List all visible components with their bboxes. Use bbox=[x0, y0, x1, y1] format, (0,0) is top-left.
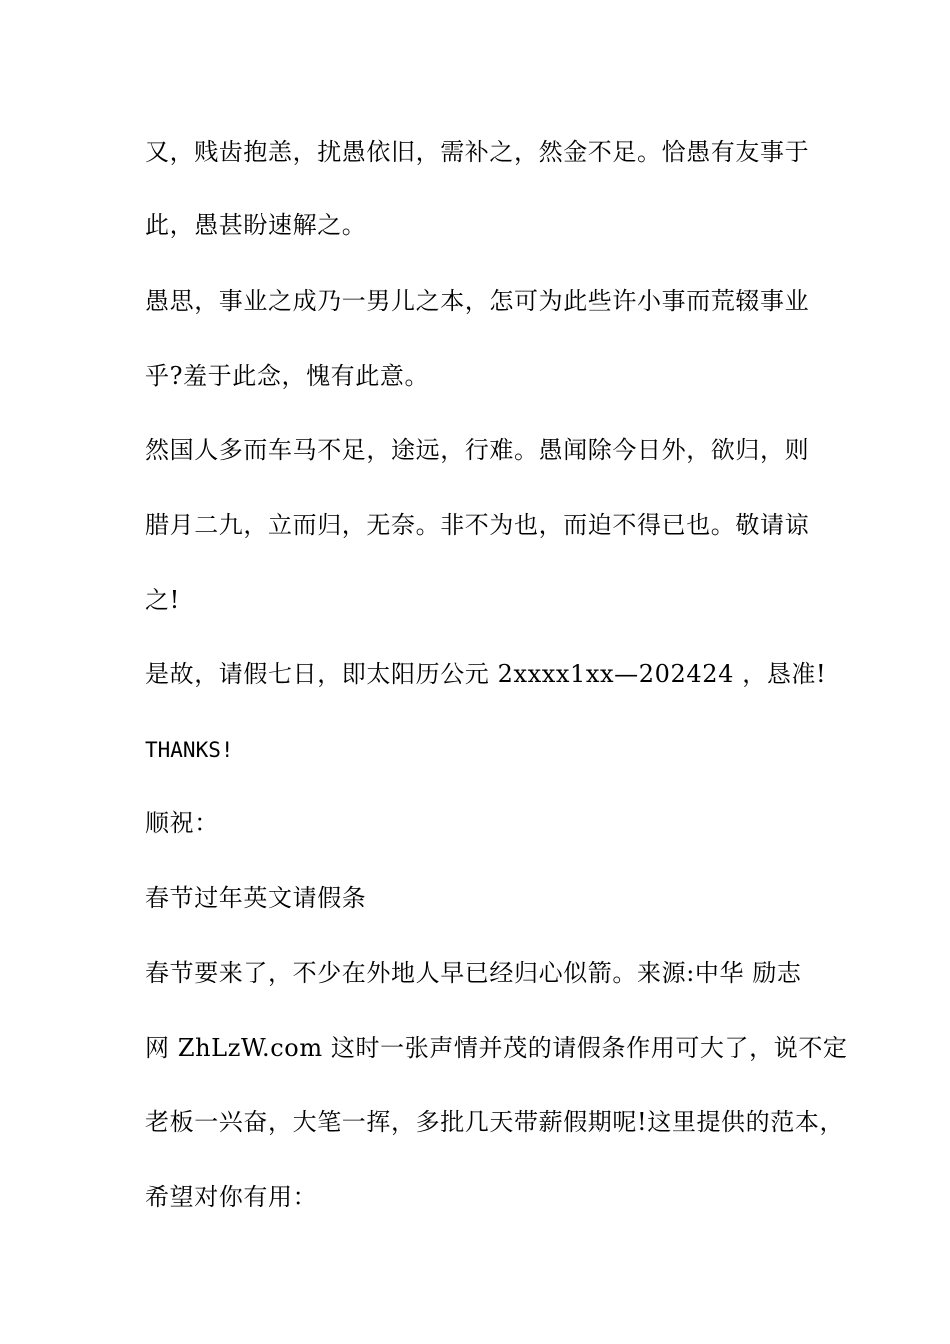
text-line: 愚思，事业之成乃一男儿之本，怎可为此些许小事而荒辍事业 bbox=[145, 287, 810, 315]
section-heading: 春节过年英文请假条 bbox=[145, 884, 367, 912]
text-line: 春节要来了，不少在外地人早已经归心似箭。来源:中华 励志 bbox=[145, 959, 802, 987]
text-line: 顺祝： bbox=[145, 809, 219, 837]
text-line: 又，贱齿抱恙，扰愚依旧，需补之，然金不足。恰愚有友事于 bbox=[145, 138, 810, 166]
text-line: 然国人多而车马不足，途远，行难。愚闻除今日外，欲归，则 bbox=[145, 436, 810, 464]
text-line: 腊月二九，立而归，无奈。非不为也，而迫不得已也。敬请谅 bbox=[145, 511, 810, 539]
text-line: 乎?羞于此念，愧有此意。 bbox=[145, 362, 430, 390]
text-line: THANKS! bbox=[145, 738, 234, 762]
text-line: 希望对你有用： bbox=[145, 1183, 318, 1211]
text-line: 此，愚甚盼速解之。 bbox=[145, 211, 367, 239]
text-line: 网 ZhLzW.com 这时一张声情并茂的请假条作用可大了，说不定 bbox=[145, 1034, 848, 1062]
text-line: 老板一兴奋，大笔一挥，多批几天带薪假期呢!这里提供的范本， bbox=[145, 1108, 845, 1136]
text-line: 是故，请假七日，即太阳历公元 2xxxx1xx—202424 ，恳准! bbox=[145, 660, 827, 688]
text-line: 之! bbox=[145, 586, 180, 614]
